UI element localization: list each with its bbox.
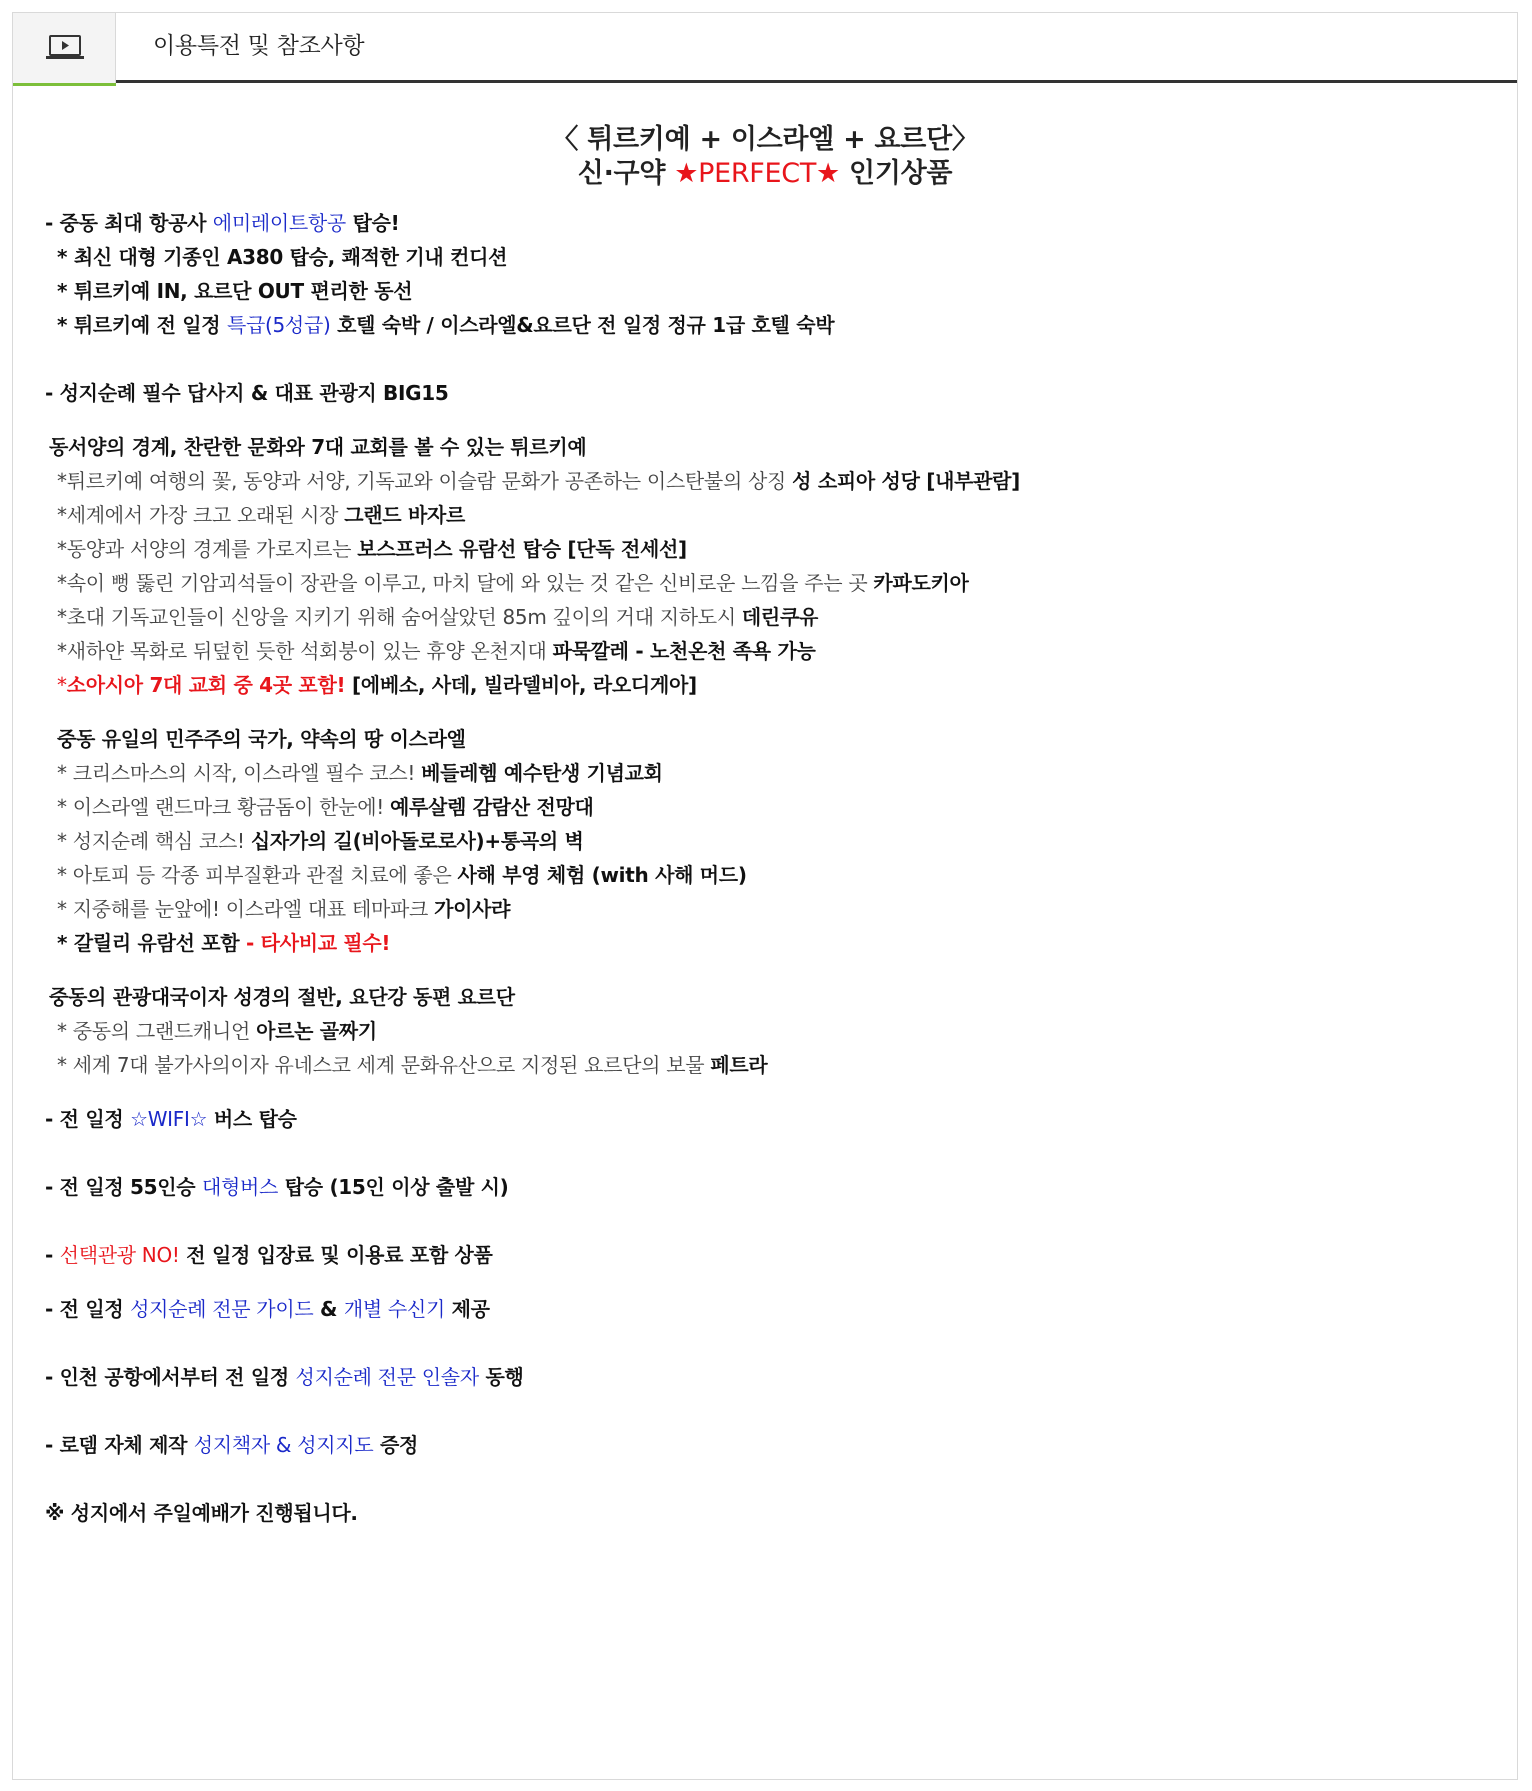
list-item (57, 601, 818, 630)
airline-prefix: - 중동 최대 항공사 (45, 211, 213, 235)
list-item-text: * 성지순례 핵심 코스! (57, 829, 251, 853)
list-item-text: * 세계 7대 불가사의이자 유네스코 세계 문화유산으로 지정된 요르단의 보물 (57, 1053, 711, 1077)
list-item-bold: 십자가의 길(비아돌로로사)+통곡의 벽 (250, 829, 584, 853)
list-item-text: *속이 뻥 뚫린 기암괴석들이 장관을 이루고, 마치 달에 와 있는 것 같은 신비로운 느낌을 주는 곳 (57, 571, 874, 595)
tab-icon-cell[interactable] (13, 13, 116, 83)
airline-bullet-3 (57, 309, 834, 338)
list-item-bold: 베들레헴 예수탄생 기념교회 (421, 761, 663, 785)
list-item (57, 1015, 377, 1044)
heading-line1: 〈 튀르키예 + 이스라엘 + 요르단〉 (551, 124, 979, 155)
heading-line2-suffix: 인기상품 (839, 158, 953, 189)
list-item-bold: 파묵깔레 - 노천온천 족욕 가능 (552, 639, 816, 663)
airline-suffix: 탑승! (345, 211, 400, 235)
seven-churches-line (57, 669, 697, 698)
info-panel (12, 12, 1518, 1780)
list-item (57, 1049, 767, 1078)
airline-bullet-2: * 튀르키예 IN, 요르단 OUT 편리한 동선 (57, 279, 413, 303)
bus-prefix: - 전 일정 55인승 (45, 1175, 202, 1199)
list-item (57, 757, 663, 786)
list-item-text: *세계에서 가장 크고 오래된 시장 (57, 503, 345, 527)
list-item-bold: 데린쿠유 (741, 605, 818, 629)
list-item-bold: 아르논 골짜기 (256, 1019, 377, 1043)
list-item-text: * 아토피 등 각종 피부질환과 관절 치료에 좋은 (57, 863, 458, 887)
book-line (45, 1429, 418, 1458)
list-item-bold: 그랜드 바자르 (344, 503, 466, 527)
list-item-text: * 지중해를 눈앞에! 이스라엘 대표 테마파크 (57, 897, 435, 921)
guide-prefix: - 전 일정 (45, 1297, 131, 1321)
list-item (57, 893, 510, 922)
list-item-text: * 크리스마스의 시작, 이스라엘 필수 코스! (57, 761, 422, 785)
bus-line (45, 1171, 508, 1200)
escort-highlight: 성지순례 전문 인솔자 (295, 1365, 479, 1389)
book-prefix: - 로뎀 자체 제작 (45, 1433, 194, 1457)
worship-note: ※ 성지에서 주일예배가 진행됩니다. (45, 1501, 358, 1525)
book-suffix: 증정 (373, 1433, 419, 1457)
airline-bullet-3-prefix: * 튀르키예 전 일정 (57, 313, 227, 337)
list-item-bold: 사해 부영 체험 (with 사해 머드) (457, 863, 747, 887)
heading-line2-prefix: 신·구약 (577, 158, 675, 189)
list-item-bold: 페트라 (710, 1053, 768, 1077)
guide-highlight-1: 성지순례 전문 가이드 (130, 1297, 314, 1321)
list-item-text: * 이스라엘 랜드마크 황금돔이 한눈에! (57, 795, 391, 819)
list-item-text: *동양과 서양의 경계를 가로지르는 (57, 537, 358, 561)
list-item-text: * 중동의 그랜드캐니언 (57, 1019, 257, 1043)
list-item-bold: 가이사랴 (434, 897, 511, 921)
list-item (57, 859, 747, 888)
wifi-highlight: ☆WIFI☆ (130, 1107, 208, 1131)
list-item (57, 791, 594, 820)
churches-highlight: 소아시아 7대 교회 중 4곳 포함! (66, 673, 346, 697)
option-highlight: 선택관광 NO! (59, 1243, 180, 1267)
list-item (57, 465, 1020, 494)
list-item (57, 499, 465, 528)
heading-line2 (13, 151, 1517, 190)
galilee-highlight: - 타사비교 필수! (245, 931, 391, 955)
galilee-text: * 갈릴리 유람선 포함 (57, 931, 246, 955)
guide-line (45, 1293, 490, 1322)
airline-bullet-3-highlight: 특급(5성급) (226, 313, 331, 337)
list-item-bold: 예루살렘 감람산 전망대 (390, 795, 594, 819)
tab-active-indicator (13, 83, 116, 86)
jordan-title: 중동의 관광대국이자 성경의 절반, 요단강 동편 요르단 (49, 985, 515, 1009)
airline-bullet-3-suffix: 호텔 숙박 / 이스라엘&요르단 전 일정 정규 1급 호텔 숙박 (330, 313, 835, 337)
option-dash: - (45, 1243, 60, 1267)
airline-line (45, 207, 399, 236)
guide-mid: & (313, 1297, 344, 1321)
guide-highlight-2: 개별 수신기 (343, 1297, 445, 1321)
list-item (57, 825, 584, 854)
book-highlight: 성지책자 & 성지지도 (193, 1433, 374, 1457)
escort-line (45, 1361, 524, 1390)
wifi-prefix: - 전 일정 (45, 1107, 131, 1131)
option-suffix: 전 일정 입장료 및 이용료 포함 상품 (179, 1243, 493, 1267)
churches-list: [에베소, 사데, 빌라델비아, 라오디게아] (345, 673, 697, 697)
bus-suffix: 탑승 (15인 이상 출발 시) (278, 1175, 509, 1199)
list-item-bold: 보스프러스 유람선 탑승 [단독 전세선] (357, 537, 687, 561)
monitor-play-icon (46, 35, 84, 61)
list-item-text: *튀르키예 여행의 꽃, 동양과 서양, 기독교와 이슬람 문화가 공존하는 이스탄불의 상징 (57, 469, 793, 493)
turkiye-title: 동서양의 경계, 찬란한 문화와 7대 교회를 볼 수 있는 튀르키예 (49, 435, 587, 459)
list-item (57, 635, 816, 664)
guide-suffix: 제공 (445, 1297, 490, 1321)
escort-prefix: - 인천 공항에서부터 전 일정 (45, 1365, 296, 1389)
heading-highlight: ★PERFECT★ (674, 158, 840, 189)
escort-suffix: 동행 (478, 1365, 524, 1389)
option-tour-line (45, 1239, 493, 1268)
list-item-text: *새하얀 목화로 뒤덮힌 듯한 석회붕이 있는 휴양 온천지대 (57, 639, 553, 663)
tab-bar (13, 13, 1517, 83)
wifi-suffix: 버스 탑승 (207, 1107, 297, 1131)
wifi-line (45, 1103, 297, 1132)
list-item (57, 533, 687, 562)
list-item-bold: 성 소피아 성당 [내부관람] (792, 469, 1021, 493)
list-item-bold: 카파도키아 (873, 571, 969, 595)
israel-title: 중동 유일의 민주주의 국가, 약속의 땅 이스라엘 (57, 727, 466, 751)
airline-bullet-1: * 최신 대형 기종인 A380 탑승, 쾌적한 기내 컨디션 (57, 245, 508, 269)
tab-title[interactable]: 이용특전 및 참조사항 (153, 33, 365, 59)
churches-star: * (57, 673, 67, 697)
list-item (57, 567, 969, 596)
pilgrimage-title: - 성지순례 필수 답사지 & 대표 관광지 BIG15 (45, 381, 449, 405)
bus-highlight: 대형버스 (202, 1175, 279, 1199)
list-item-text: *초대 기독교인들이 신앙을 지키기 위해 숨어살았던 85m 깊이의 거대 지하도시 (57, 605, 742, 629)
airline-highlight: 에미레이트항공 (212, 211, 346, 235)
galilee-line (57, 927, 390, 956)
